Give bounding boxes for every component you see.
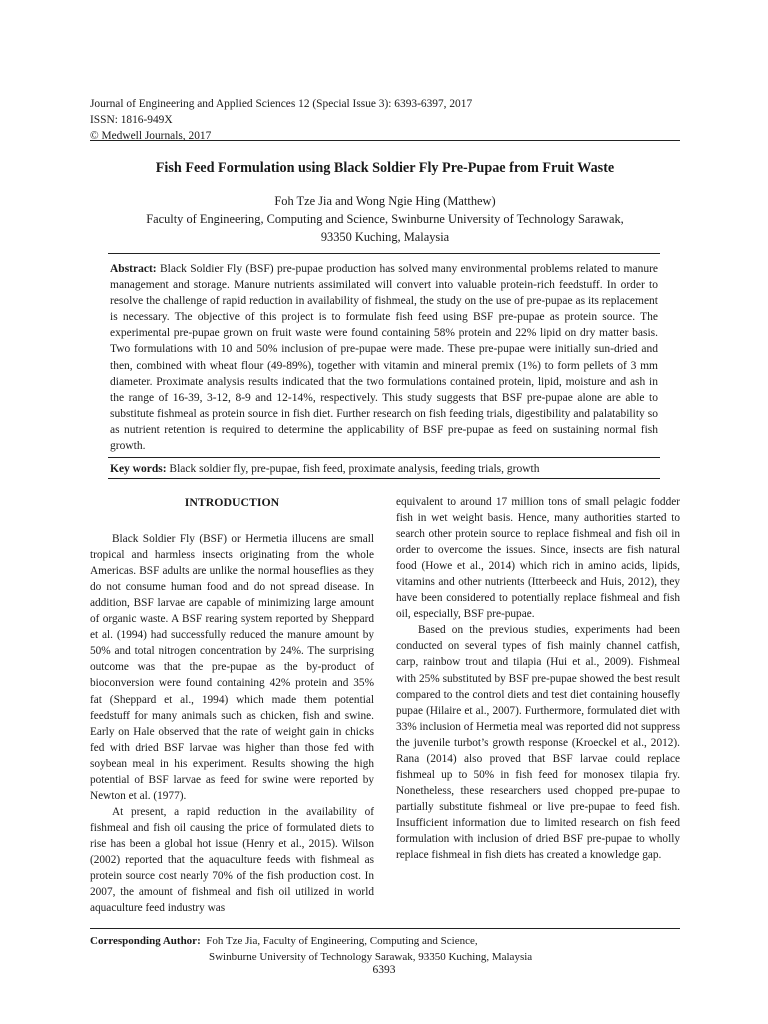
corresponding-author-line-1: Foh Tze Jia, Faculty of Engineering, Computing and Science, [206, 935, 478, 947]
journal-citation: Journal of Engineering and Applied Sciences 12 (Special Issue 3): 6393-6397, 2017 [90, 98, 473, 110]
corresponding-author-line-2: Swinburne University of Technology Sarawak, 93350 Kuching, Malaysia [209, 950, 533, 963]
journal-issn: ISSN: 1816-949X [90, 114, 173, 126]
header-divider [90, 140, 680, 141]
intro-paragraph-4: Based on the previous studies, experiments had been conducted on several types of fish mainly channel catfish, carp, rainbow trout and tilapia (Hui et al., 2009). Fishmeal with 25% substituted by BSF pre-pupae showed the best result compared to the control diets and test diet containing housefly pupae (Hilaire et al., 2007). Furthermore, formulated diet with 33% inclusion of Hermetia meal was reported did not suppress the juvenile turbot’s growth response (Kroeckel et al., 2012). Rana (2014) also proved that BSF larvae could replace fishmeal up to 50% in fish feed for monosex tilapia fry. Nonetheless, these researchers used chopped pre-pupae to partially substitute fishmeal or live pre-pupae to feed fish. Insufficient information due to limited research on fish feed formulation with inclusion of dried BSF pre-pupae to wholly replace fishmeal in fish diets has created a knowledge gap. [396, 624, 680, 862]
author-block [90, 192, 680, 246]
page-number: 6393 [372, 964, 396, 976]
affiliation-line-2: 93350 Kuching, Malaysia [320, 230, 450, 244]
keywords [110, 461, 658, 477]
footer-divider [90, 928, 680, 929]
journal-copyright: © Medwell Journals, 2017 [90, 130, 212, 142]
left-column [90, 494, 374, 916]
abstract-label: Abstract: [110, 263, 157, 275]
keywords-text: Black soldier fly, pre-pupae, fish feed, proximate analysis, feeding trials, growth [169, 463, 540, 475]
keywords-top-divider [108, 457, 660, 458]
intro-paragraph-3: equivalent to around 17 million tons of small pelagic fodder fish in wet weight basis. Hence, many authorities started to search other protein source to replace fishmeal and fish oil in order to overcome the issues. Since, insects are fish natural food (Howe et al., 2014) which rich in amino acids, lipids, vitamins and other nutrients (Itterbeeck and Huis, 2012), they have been considered to potentially replace fishmeal and fish oil, especially, BSF pre-pupae. [396, 496, 680, 621]
keywords-label: Key words: [110, 463, 167, 475]
keywords-bottom-divider [108, 478, 660, 479]
introduction-heading: INTRODUCTION [184, 495, 280, 509]
abstract [110, 261, 658, 454]
paper-title: Fish Feed Formulation using Black Soldier Fly Pre-Pupae from Fruit Waste [155, 160, 615, 176]
abstract-text: Black Soldier Fly (BSF) pre-pupae production has solved many environmental problems related to manure management and storage. Manure nutrients assimilated will convert into valuable protein-rich feedstuff. In order to resolve the challenge of rapid reduction in availability of fishmeal, the study on the use of pre-pupae as its replacement is necessary. The objective of this project is to formulate fish feed using BSF pre-pupae as protein source. The experimental pre-pupae grown on fruit waste were found containing 58% protein and 22% lipid on dry matter basis. Two formulations with 10 and 50% inclusion of pre-pupae were made. These pre-pupae were initially sun-dried and then, combined with wheat flour (49-89%), together with vitamin and mineral premix (1%) to form pellets of 3 mm diameter. Proximate analysis results indicated that the two formulations contained protein, lipid, moisture and ash in the range of 16-39, 3-12, 8-9 and 12-14%, respectively. This study suggests that BSF pre-pupae alone are able to substitute fishmeal as protein source in fish diet. Further research on fish feeding trials, digestibility and palatability so as nutrient retention is required to determine the applicability of BSF pre-pupae as feed on sustaining normal fish growth. [110, 263, 658, 453]
affiliation-line-1: Faculty of Engineering, Computing and Science, Swinburne University of Technology Sarawak, [146, 212, 624, 226]
author-names: Foh Tze Jia and Wong Ngie Hing (Matthew) [274, 194, 496, 208]
abstract-top-divider [108, 253, 660, 254]
corresponding-author [90, 934, 680, 965]
intro-paragraph-1: Black Soldier Fly (BSF) or Hermetia illucens are small tropical and harmless insects originating from the whole Americas. BSF adults are unlike the normal houseflies as they do not consume human food and do not spread disease. In addition, BSF larvae are capable of minimizing large amount of organic waste. A BSF rearing system reported by Sheppard et al. (1994) had successfully reduced the manure amount by 50% and total nitrogen concentration by 24%. The surprising outcome was that the pre-pupae as the by-product of bioconversion were found containing 42% protein and 35% fat (Sheppard et al., 1994) which made them potential feedstuff for many animals such as chicken, fish and swine. Early on Hale observed that the rate of weight gain in chicks fed with dried BSF larvae was higher than those fed with soybean meal in his experiment. Results showing the high potential of BSF larvae as feed for swine were reported by Newton et al. (1977). [90, 533, 374, 802]
intro-paragraph-2: At present, a rapid reduction in the availability of fishmeal and fish oil causing the price of formulated diets to rise has been a global hot issue (Henry et al., 2015). Wilson (2002) reported that the aquaculture feeds with fishmeal as protein source cost nearly 70% of the fish production cost. In 2007, the amount of fishmeal and fish oil utilized in world aquaculture feed industry was [90, 805, 374, 915]
journal-header [90, 96, 472, 144]
right-column [396, 494, 680, 863]
corresponding-author-label: Corresponding Author: [90, 935, 201, 947]
